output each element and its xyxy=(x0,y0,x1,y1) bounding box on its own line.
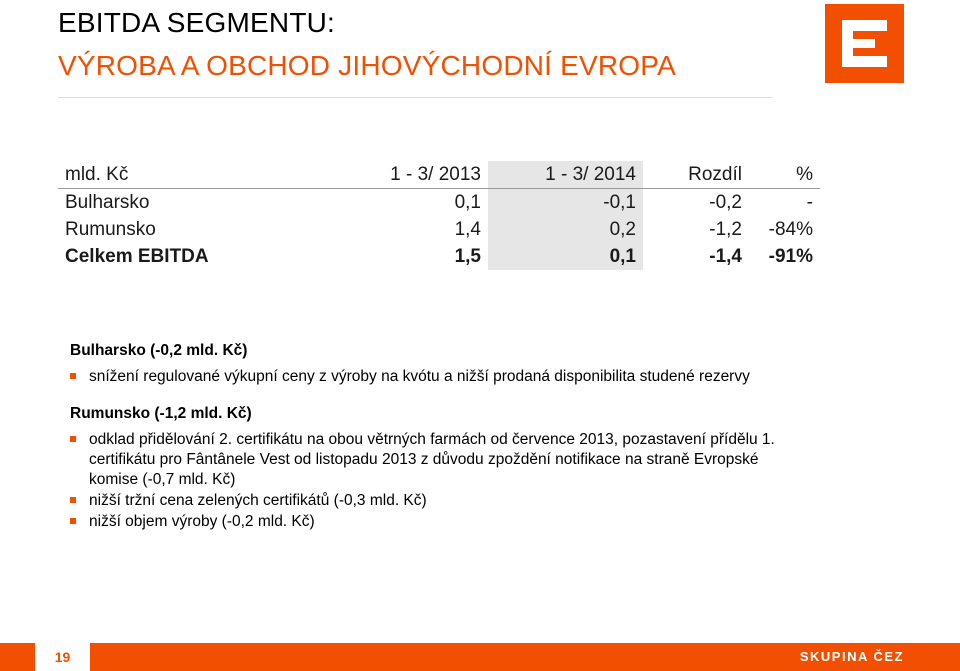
bullet-square-icon xyxy=(70,497,76,503)
bullet-square-icon xyxy=(70,518,76,524)
cell-2013: 1,4 xyxy=(454,218,481,240)
brand-label: SKUPINA ČEZ xyxy=(799,649,904,664)
bullet-square-icon xyxy=(70,373,76,379)
bullet-text: odklad přidělování 2. certifikátu na obou větrných farmách od července 2013, pozastavení přídělu 1. certifikátu pro Fântânele Vest od listopadu 2013 z důvodu zpoždění notifikace na straně Evropské komise (-0,7 mld. Kč) xyxy=(89,431,775,488)
title-divider xyxy=(58,97,772,98)
page-number: 19 xyxy=(54,649,71,665)
table-row xyxy=(58,216,820,243)
total-2013: 1,5 xyxy=(454,245,481,267)
cell-2014: 0,2 xyxy=(488,216,643,243)
list-item xyxy=(70,430,800,490)
header-percent: % xyxy=(749,161,820,189)
slide-title: EBITDA SEGMENTU: xyxy=(58,7,336,38)
header-unit: mld. Kč xyxy=(58,161,348,189)
table-total-row xyxy=(58,243,820,270)
total-percent: -91% xyxy=(768,245,813,267)
table-row xyxy=(58,189,820,217)
total-2014: 0,1 xyxy=(488,243,643,270)
total-difference: -1,4 xyxy=(709,245,742,267)
cell-difference: -0,2 xyxy=(709,191,742,213)
romania-heading: Rumunsko (-1,2 mld. Kč) xyxy=(70,405,252,422)
cell-difference: -1,2 xyxy=(709,218,742,240)
table-header-row xyxy=(58,161,820,189)
cell-percent: - xyxy=(806,191,813,213)
cell-2013: 0,1 xyxy=(454,191,481,213)
commentary xyxy=(70,341,800,533)
header-2014: 1 - 3/ 2014 xyxy=(488,161,643,189)
header-2013: 1 - 3/ 2013 xyxy=(348,161,488,189)
ebitda-table xyxy=(58,161,820,270)
list-item xyxy=(70,367,800,387)
bullet-text: nižší tržní cena zelených certifikátů (-0,3 mld. Kč) xyxy=(89,492,427,509)
bulgaria-heading: Bulharsko (-0,2 mld. Kč) xyxy=(70,342,248,359)
slide-subtitle: VÝROBA A OBCHOD JIHOVÝCHODNÍ EVROPA xyxy=(58,50,676,81)
bulgaria-bullets xyxy=(70,367,800,387)
total-label: Celkem EBITDA xyxy=(65,245,209,267)
romania-bullets xyxy=(70,430,800,532)
bullet-square-icon xyxy=(70,436,76,442)
cez-logo-icon xyxy=(825,4,904,83)
row-label: Bulharsko xyxy=(65,191,150,213)
row-label: Rumunsko xyxy=(65,218,156,240)
list-item xyxy=(70,491,800,511)
footer-bar-left xyxy=(0,643,800,671)
bullet-text: snížení regulované výkupní ceny z výroby na kvótu a nižší prodaná disponibilita studené rezervy xyxy=(89,368,750,385)
list-item xyxy=(70,512,800,532)
cell-2014: -0,1 xyxy=(488,189,643,217)
bullet-text: nižší objem výroby (-0,2 mld. Kč) xyxy=(89,513,315,530)
header-difference: Rozdíl xyxy=(643,161,749,189)
cell-percent: -84% xyxy=(768,218,813,240)
footer-bar xyxy=(0,643,960,671)
